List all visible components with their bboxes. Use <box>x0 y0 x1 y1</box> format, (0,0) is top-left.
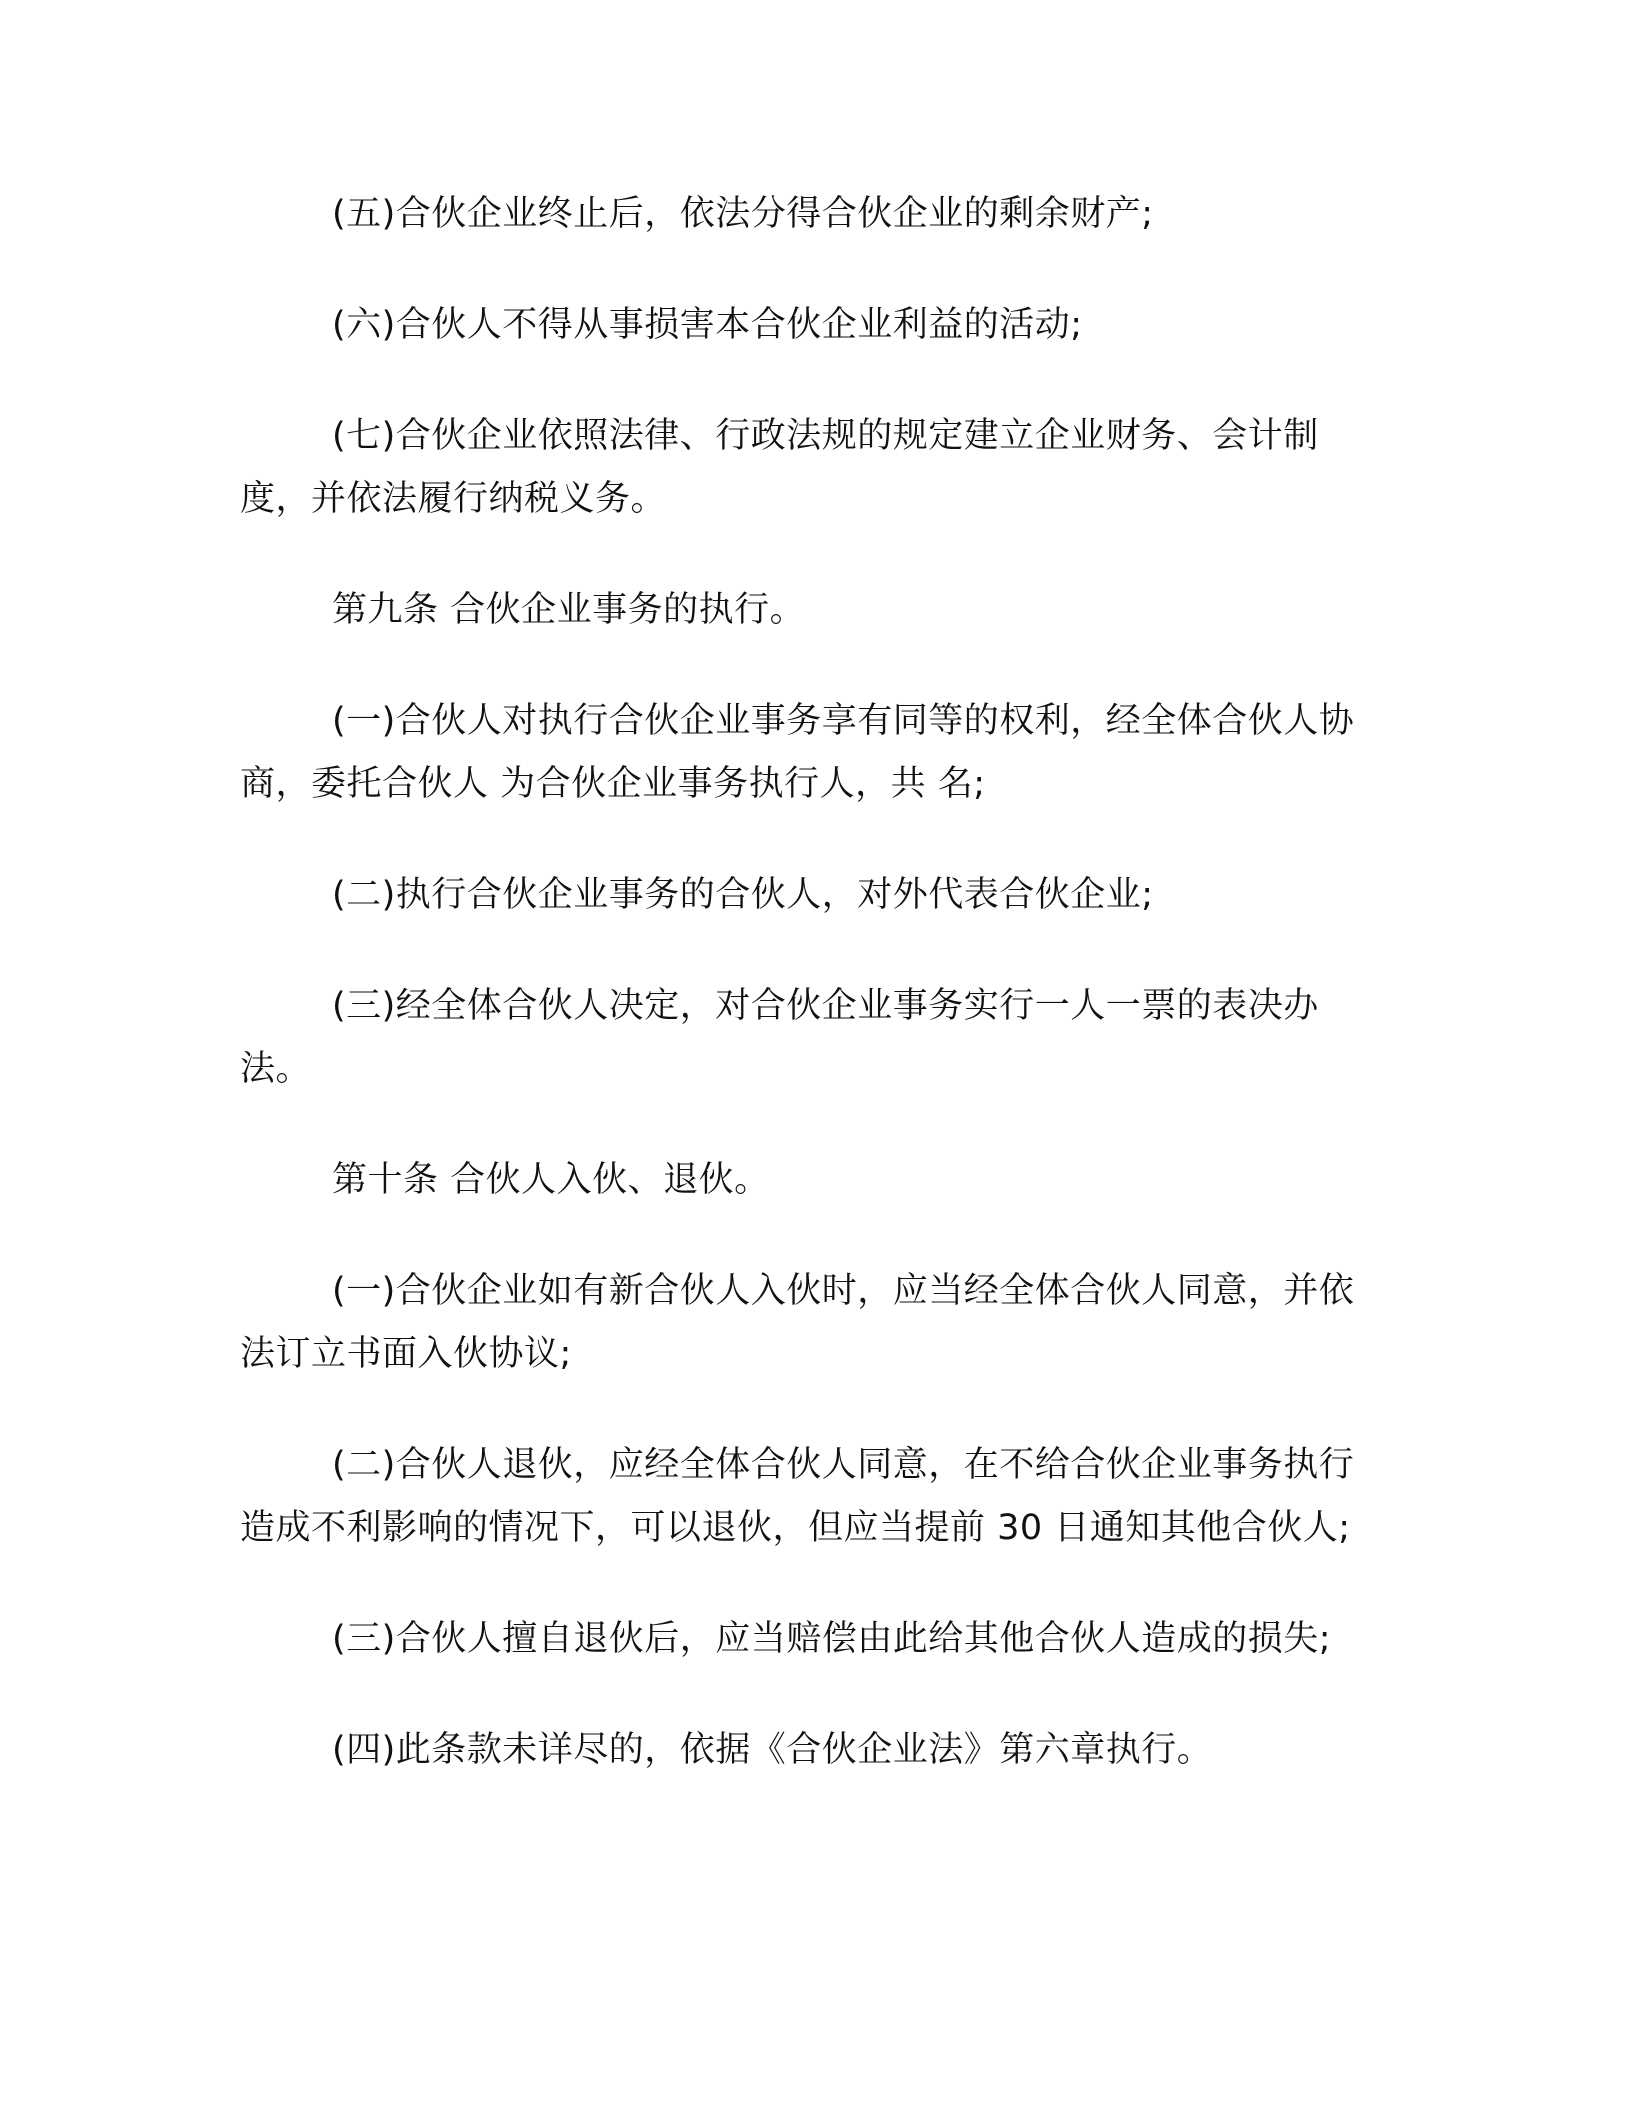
article-9-clause-1: (一)合伙人对执行合伙企业事务享有同等的权利，经全体合伙人协商，委托合伙人 为合伙企业事务执行人，共 名; <box>240 701 1355 804</box>
article-10-heading: 第十条 合伙人入伙、退伙。 <box>332 1160 770 1200</box>
article-9-clause-3: (三)经全体合伙人决定，对合伙企业事务实行一人一票的表决办法。 <box>240 986 1319 1089</box>
article-10-clause-4: (四)此条款未详尽的，依据《合伙企业法》第六章执行。 <box>332 1730 1213 1770</box>
article-9-clause-2: (二)执行合伙企业事务的合伙人，对外代表合伙企业; <box>332 875 1154 915</box>
clause-6-no-harmful-activity: (六)合伙人不得从事损害本合伙企业利益的活动; <box>332 305 1083 345</box>
clause-5-remaining-property: (五)合伙企业终止后，依法分得合伙企业的剩余财产; <box>332 194 1154 234</box>
article-10-clause-1: (一)合伙企业如有新合伙人入伙时，应当经全体合伙人同意，并依法订立书面入伙协议; <box>240 1271 1355 1374</box>
article-10-clause-3: (三)合伙人擅自退伙后，应当赔偿由此给其他合伙人造成的损失; <box>332 1619 1332 1659</box>
article-10-clause-2: (二)合伙人退伙，应经全体合伙人同意，在不给合伙企业事务执行造成不利影响的情况下，可以退伙，但应当提前 30 日通知其他合伙人; <box>240 1445 1355 1548</box>
clause-7-finance-accounting: (七)合伙企业依照法律、行政法规的规定建立企业财务、会计制度，并依法履行纳税义务。 <box>240 416 1319 519</box>
article-9-heading: 第九条 合伙企业事务的执行。 <box>332 590 806 630</box>
document-body <box>240 183 1380 1830</box>
